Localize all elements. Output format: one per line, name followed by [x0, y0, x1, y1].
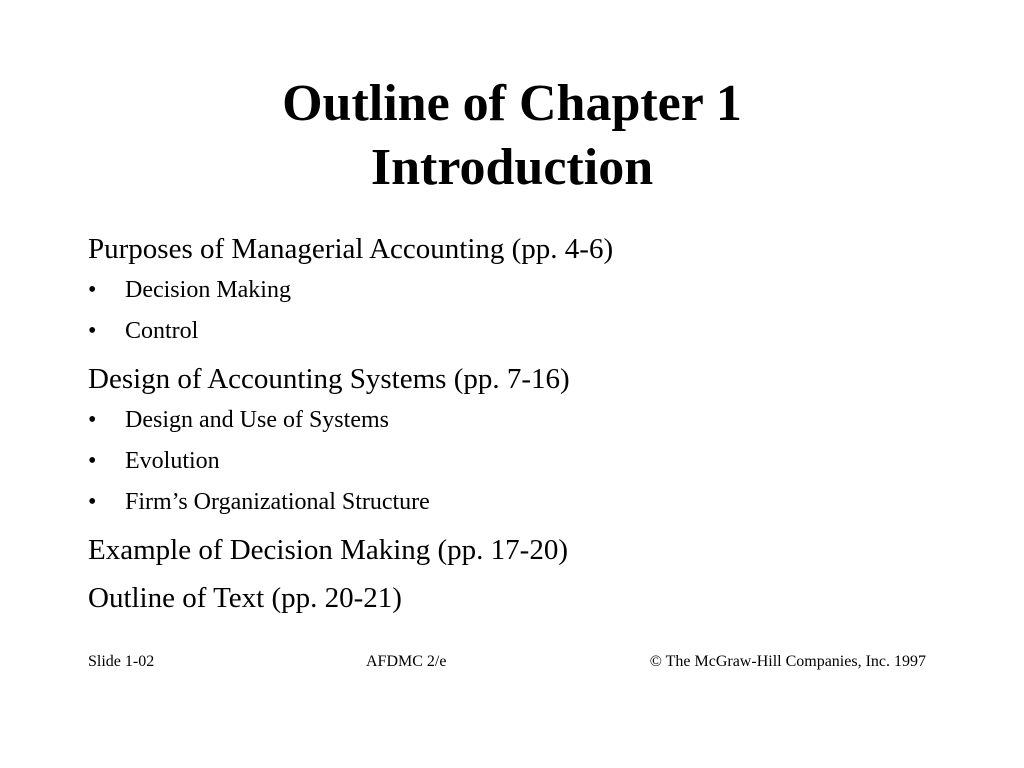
- section-heading-design: Design of Accounting Systems (pp. 7-16): [88, 363, 570, 395]
- bullet-icon: •: [88, 407, 97, 433]
- bullet-icon: •: [88, 448, 97, 474]
- bullet-item: [88, 441, 968, 482]
- slide-footer: [88, 650, 926, 674]
- bullet-label: Decision Making: [125, 277, 291, 303]
- section-heading-outline: Outline of Text (pp. 20-21): [88, 582, 402, 614]
- section-heading-example: Example of Decision Making (pp. 17-20): [88, 534, 569, 566]
- bullet-label: Evolution: [125, 448, 220, 474]
- bullet-label: Design and Use of Systems: [125, 407, 389, 433]
- slide-number: Slide 1-02: [88, 653, 155, 670]
- section-heading-purposes: Purposes of Managerial Accounting (pp. 4-6): [88, 233, 614, 265]
- bullet-icon: •: [88, 277, 97, 303]
- bullet-icon: •: [88, 318, 97, 344]
- bullet-item: [88, 482, 968, 523]
- bullet-item: [88, 400, 968, 441]
- bullet-item: [88, 270, 968, 311]
- slide-body: [88, 228, 968, 619]
- slide-title: [0, 72, 1024, 200]
- course-label: AFDMC 2/e: [366, 653, 447, 670]
- slide-title-line-2: Introduction: [370, 139, 654, 196]
- bullet-label: Control: [125, 318, 199, 344]
- bullet-label: Firm’s Organizational Structure: [125, 489, 430, 515]
- bullet-item: [88, 311, 968, 352]
- copyright-notice: © The McGraw-Hill Companies, Inc. 1997: [649, 653, 926, 670]
- bullet-icon: •: [88, 489, 97, 515]
- slide-title-line-1: Outline of Chapter 1: [282, 75, 742, 132]
